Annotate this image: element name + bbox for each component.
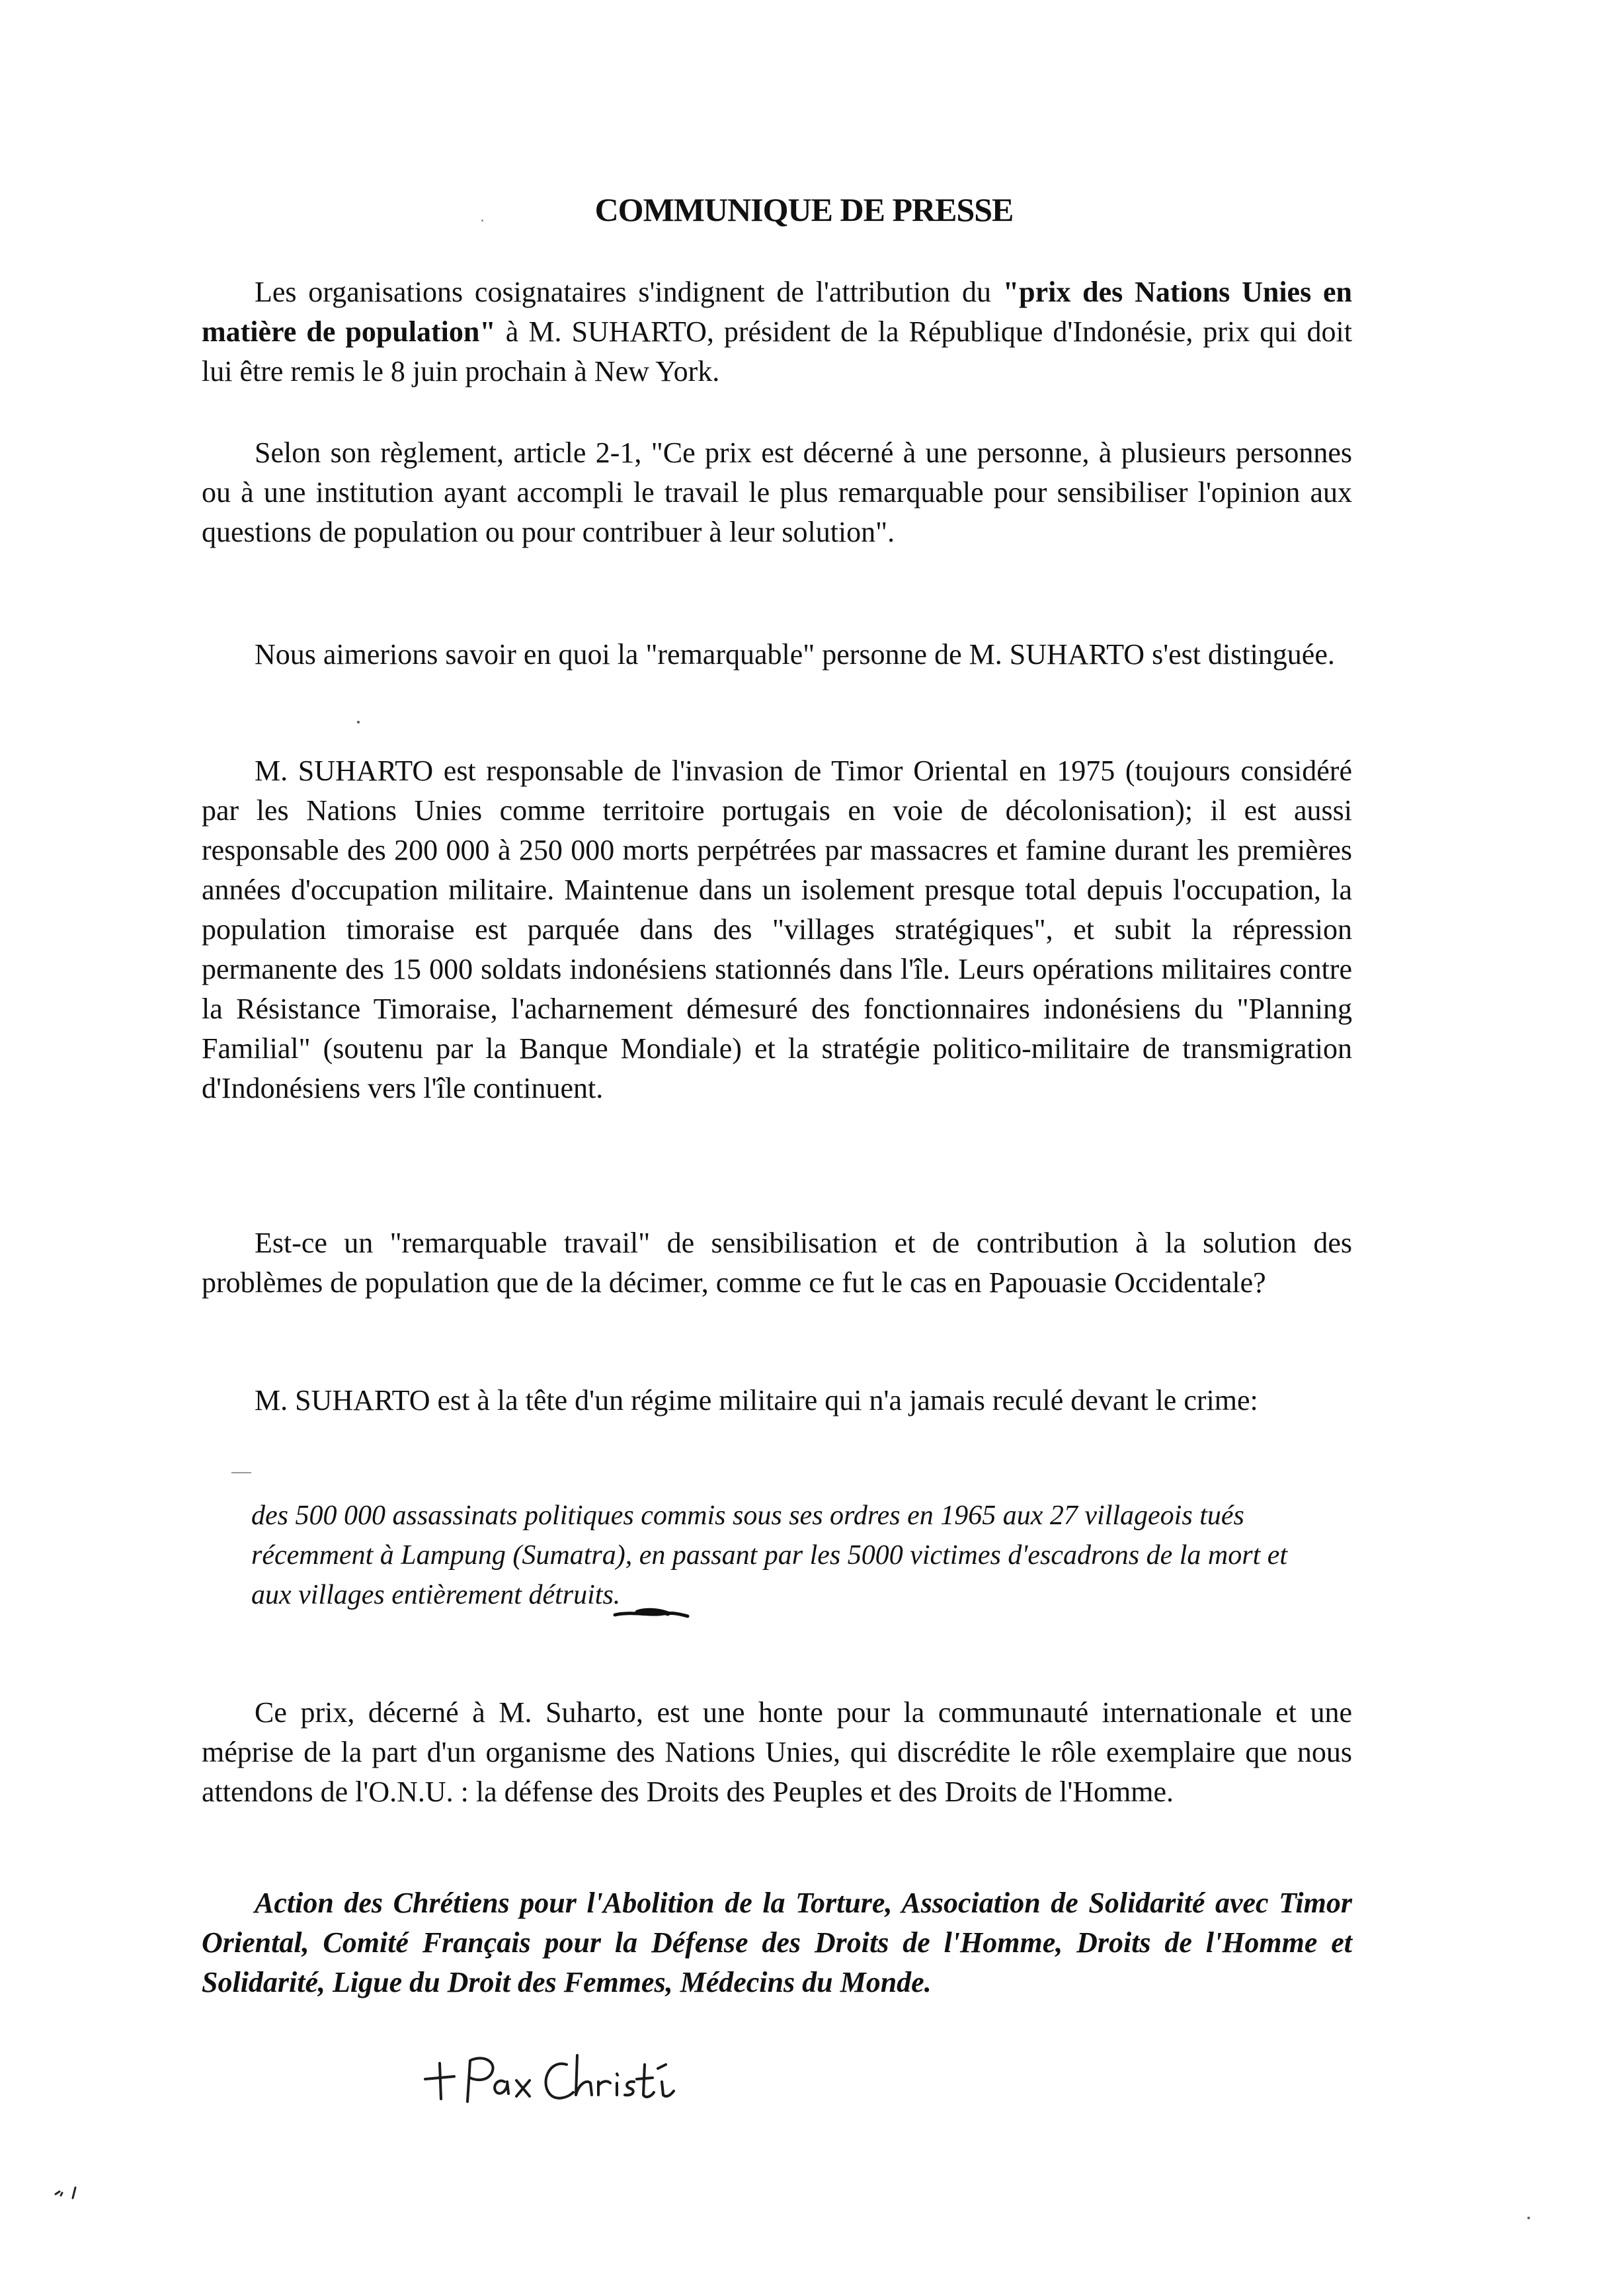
paragraph-question: Nous aimerions savoir en quoi la "remarquable" personne de M. SUHARTO s'est distinguée. — [255, 638, 1335, 671]
intro-text-start: Les organisations cosignataires s'indignent de l'attribution du — [255, 276, 1003, 308]
paragraph-timor: M. SUHARTO est responsable de l'invasion de Timor Oriental en 1975 (toujours considéré par les Nations Unies comme territoire portugais en voie de décolonisation); il est aussi responsable des 200 000 à 250 000 morts perpétrées par massacres et famine durant les premières années d'occupation militaire. Maintenue dans un isolement presque total depuis l'occupation, la population timoraise est parquée dans des "villages stratégiques", et subit la répression permanente des 15 000 soldats indonésiens stationnés dans l'île. Leurs opérations militaires contre la Résistance Timoraise, l'acharnement démesuré des fonctionnaires indonésiens du "Planning Familial" (soutenu par la Banque Mondiale) et la stratégie politico-militaire de transmigration d'Indonésiens vers l'île continuent. — [202, 755, 1352, 1104]
ink-blot-mark — [611, 1604, 690, 1624]
speck-mark — [481, 220, 483, 222]
corner-scan-mark — [53, 2182, 93, 2202]
speck-mark — [357, 721, 360, 723]
paragraph-regulation: Selon son règlement, article 2-1, "Ce prix est décerné à une personne, à plusieurs personnes ou à une institution ayant accompli le travail le plus remarquable pour sensibiliser l'opinion aux questions de population ou pour contribuer à leur solution". — [202, 436, 1352, 548]
page-title: COMMUNIQUE DE PRESSE — [594, 191, 1014, 228]
paragraph-conclusion: Ce prix, décerné à M. Suharto, est une honte pour la communauté internationale et une méprise de la part d'un organisme des Nations Unies, qui discrédite le rôle exemplaire que nous attendons de l'O.N.U. : la défense des Droits des Peuples et des Droits de l'Homme. — [202, 1696, 1352, 1808]
crimes-quote: des 500 000 assassinats politiques commis sous ses ordres en 1965 aux 27 villageois tués récemment à Lampung (Sumatra), en passant par les 5000 victimes d'escadrons de la mort et aux villages entièrement détruits. — [251, 1500, 1288, 1610]
handwriting-scribble — [420, 2045, 698, 2117]
paragraph-intro — [202, 272, 1352, 391]
speck-mark — [1527, 2217, 1530, 2219]
intro-text-end: à M. SUHARTO, président de la République d'Indonésie, prix qui doit lui être remis le 8 juin prochain à New York. — [202, 315, 1352, 388]
paragraph-population: Est-ce un "remarquable travail" de sensibilisation et de contribution à la solution des problèmes de population que de la décimer, comme ce fut le cas en Papouasie Occidentale? — [202, 1227, 1352, 1299]
prize-name: "prix des Nations Unies en matière de population" — [202, 276, 1352, 348]
paragraph-regime: M. SUHARTO est à la tête d'un régime militaire qui n'a jamais reculé devant le crime: — [255, 1384, 1258, 1416]
signatories: Action des Chrétiens pour l'Abolition de la Torture, Association de Solidarité avec Timor Oriental, Comité Français pour la Défense des Droits de l'Homme, Droits de l'Homme et Solidarité, Ligue du Droit des Femmes, Médecins du Monde. — [202, 1887, 1352, 1998]
speck-mark — [231, 1472, 251, 1473]
handwritten-note — [420, 2045, 698, 2117]
